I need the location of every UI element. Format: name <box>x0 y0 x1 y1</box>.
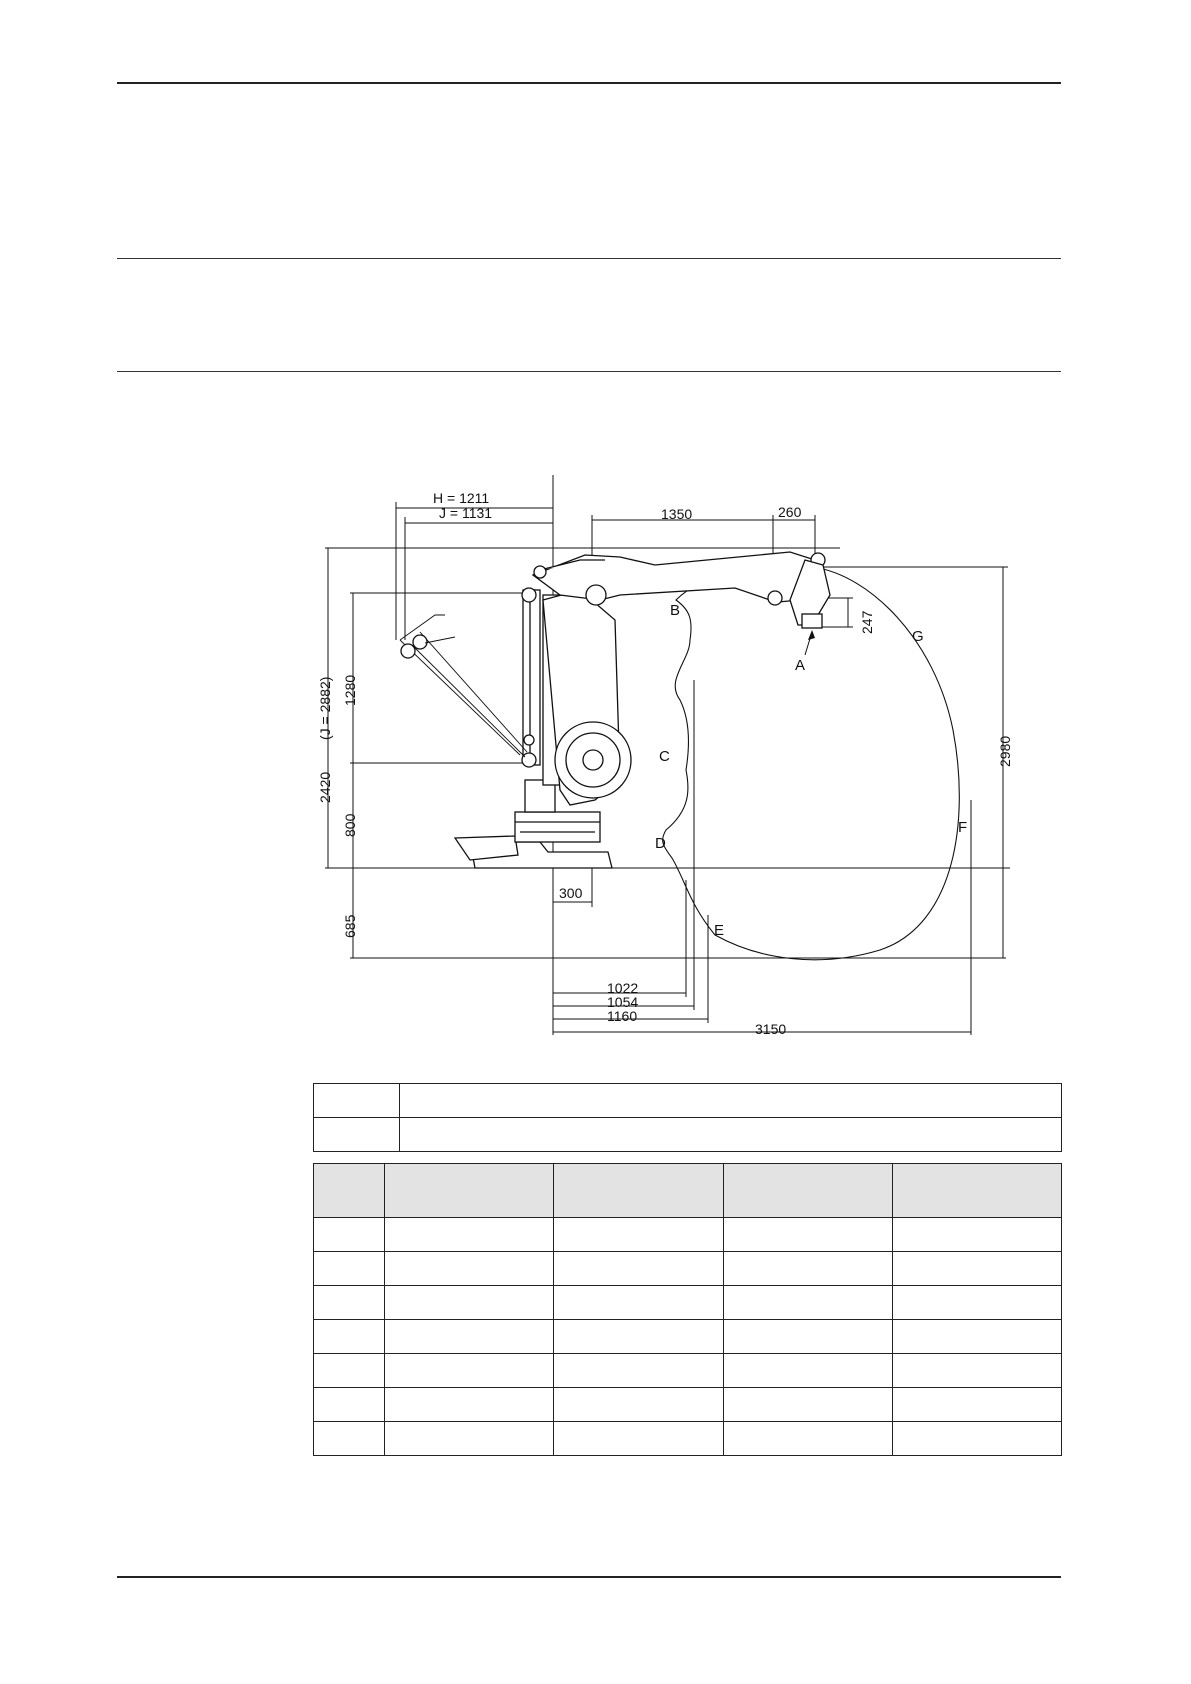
legend-table <box>313 1083 1062 1152</box>
point-label-c: C <box>659 748 670 765</box>
point-label-g: G <box>912 628 924 645</box>
robot-drawing <box>400 552 830 868</box>
table-row <box>314 1320 1062 1354</box>
label-247: 247 <box>859 610 875 634</box>
label-1022: 1022 <box>607 980 639 996</box>
label-1054: 1054 <box>607 994 639 1010</box>
label-2420: 2420 <box>317 771 333 803</box>
label-685: 685 <box>342 914 358 938</box>
table-row <box>314 1388 1062 1422</box>
label-j-height: (J = 2882) <box>317 676 333 740</box>
footer-rule <box>117 1576 1061 1578</box>
label-1350: 1350 <box>661 506 693 522</box>
table-header-row <box>314 1164 1062 1218</box>
point-label-e: E <box>714 922 725 939</box>
label-1280: 1280 <box>342 674 358 706</box>
label-800: 800 <box>342 813 358 837</box>
robot-flange <box>802 614 822 628</box>
label-300: 300 <box>559 885 583 901</box>
label-2980: 2980 <box>997 735 1013 767</box>
table-row <box>314 1252 1062 1286</box>
label-260: 260 <box>778 504 802 520</box>
table-row <box>314 1354 1062 1388</box>
point-label-b: B <box>670 602 681 619</box>
point-label-a: A <box>795 657 806 674</box>
table-row <box>314 1218 1062 1252</box>
legend-row <box>314 1084 1062 1118</box>
robot-axis-3 <box>586 585 606 605</box>
table-row <box>314 1422 1062 1456</box>
positions-table <box>313 1163 1062 1456</box>
legend-row <box>314 1118 1062 1152</box>
label-h-reach: H = 1211 <box>433 490 490 506</box>
point-label-d: D <box>655 835 666 852</box>
label-3150: 3150 <box>755 1021 787 1037</box>
label-1160: 1160 <box>607 1008 638 1024</box>
label-j-reach: J = 1131 <box>439 505 493 521</box>
table-row <box>314 1286 1062 1320</box>
point-label-f: F <box>958 819 968 836</box>
